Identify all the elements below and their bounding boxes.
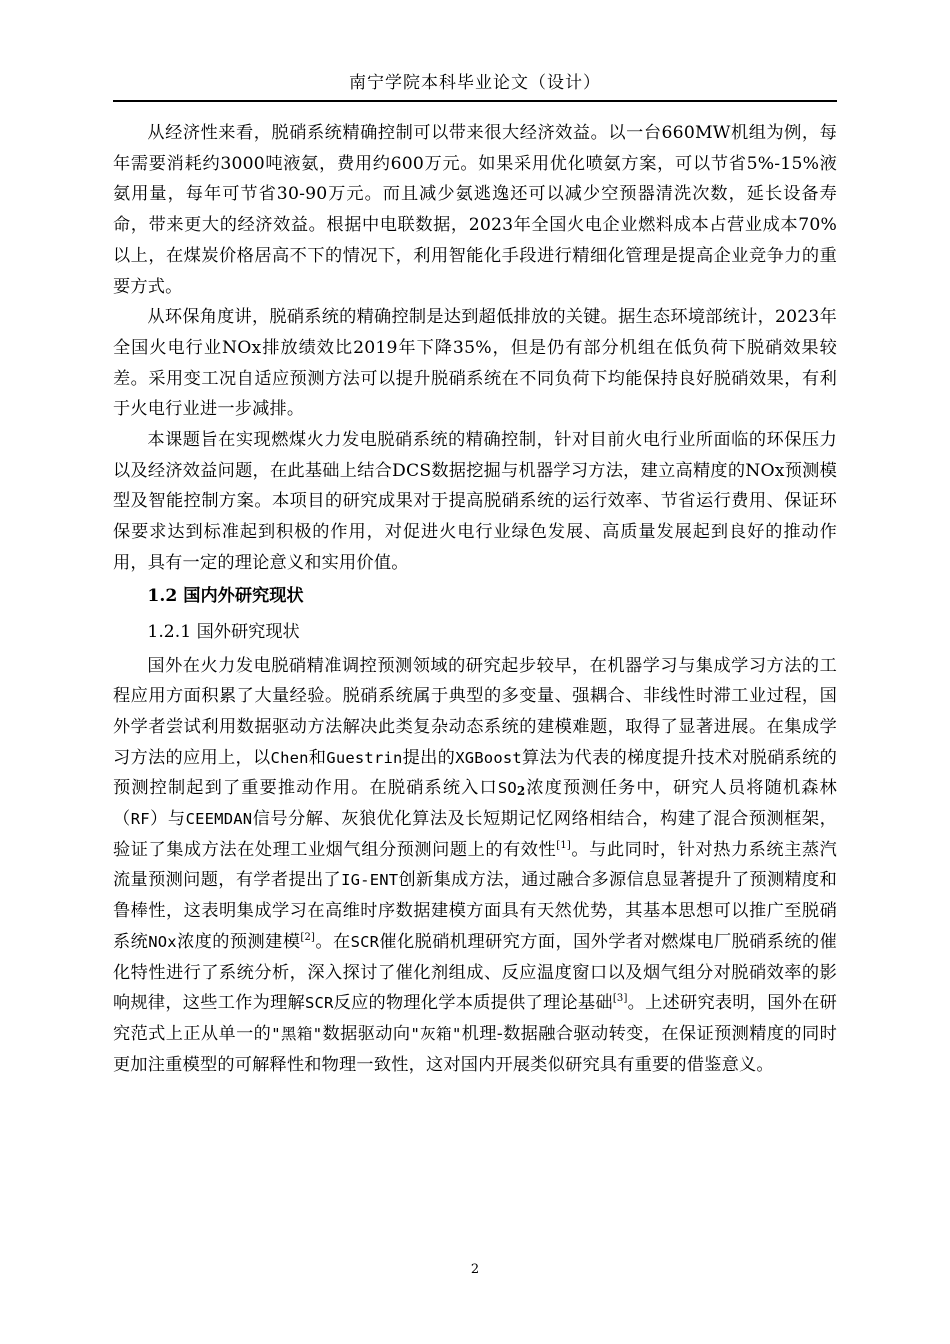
paragraph-economic-benefit: 从经济性来看，脱硝系统精确控制可以带来很大经济效益。以一台660MW机组为例，每年需要消耗约3000吨液氨，费用约600万元。如果采用优化喷氨方案，可以节省5%-15%液氨用量，每年可节省30-90万元。而且减少氨逃逸还可以减少空预器清洗次数，延长设备寿命，带来更大的经济效益。根据中电联数据，2023年全国火电企业燃料成本占营业成本70%以上，在煤炭价格居高不下的情况下，利用智能化手段进行精细化管理是提高企业竞争力的重要方式。 [113,123,837,297]
text-run: 国外在火力发电脱硝精准调控预测领域的研究起步较早，在机器学习与集成学习方法的工程应用方面积累了大量经验。脱硝系统属于典型的多变量、强耦合、非线性时滞工业过程，国外学者尝试利用数据驱动方法解决此类复杂动态系统的建模难题，取得了显著进展。在集成学习方法的应用上，以 [113,655,837,768]
text-run: 催化脱硝机理研究方面，国外学者对燃煤电厂脱硝系统的催化特性进行了系统分析，深入探讨了催化剂组成、反应温度窗口以及烟气组分对脱硝效率的影响规律，这些工作为理解 [113,931,838,1014]
term-ceemdan: CEEMDAN [185,810,253,829]
text-run: 浓度的预测建模 [176,931,301,952]
page-body [113,118,837,1080]
term-ig-ent: IG-ENT [341,871,399,890]
quoted-black-box: "黑箱" [271,1024,323,1043]
term-nox: NOx [148,932,177,951]
paragraph-foreign-research [113,651,837,1081]
page-number: 2 [470,1262,480,1277]
header-divider [113,100,837,102]
running-header: 南宁学院本科毕业论文（设计） [349,73,601,93]
subsection-heading: 1.2.1 国外研究现状 [147,622,300,643]
quoted-grey-box: "灰箱" [410,1024,462,1043]
term-guestrin: Guestrin [326,748,403,767]
text-run: 算法为代表的梯度提升技术对脱硝系统的预测控制起到了重要推动作用。在脱硝系统入口 [113,747,837,799]
term-scr: SCR [304,994,334,1013]
paragraph-environmental-benefit: 从环保角度讲，脱硝系统的精确控制是达到超低排放的关键。据生态环境部统计，2023年全国火电行业NOx排放绩效比2019年下降35%，但是仍有部分机组在低负荷下脱硝效果较差。采用变工况自适应预测方法可以提升脱硝系统在不同负荷下均能保持良好脱硝效果，有利于火电行业进一步减排。 [113,307,837,420]
text-run: 信号分解、灰狼优化算法及长短期记忆网络相结合，构建了混合预测框架，验证了集成方法在处理工业烟气组分预测问题上的有效性 [113,809,838,860]
text-run: 创新集成方法，通过融合多源信息显著提升了预测精度和鲁棒性，这表明集成学习在高维时序数据建模方面具有天然优势，其基本思想可以推广至脱硝系统 [113,870,837,952]
citation-2: [2] [300,931,316,943]
text-run: 。上述研究表明，国外在研究范式上正从单一的 [113,993,837,1044]
paragraph-research-purpose: 本课题旨在实现燃煤火力发电脱硝系统的精确控制，针对目前火电行业所面临的环保压力以及经济效益问题，在此基础上结合DCS数据挖掘与机器学习方法，建立高精度的NOx预测模型及智能控制方案。本项目的研究成果对于提高脱硝系统的运行效率、节省运行费用、保证环保要求达到标准起到积极的作用，对促进火电行业绿色发展、高质量发展起到良好的推动作用，具有一定的理论意义和实用价值。 [113,430,837,573]
term-chen: Chen [270,748,309,767]
text-run: 数据驱动向 [322,1023,411,1044]
text-run: 和 [308,747,327,768]
text-run: 提出的 [402,747,456,768]
text-run: 浓度预测任务中，研究人员将随机森林（ [113,778,837,830]
term-scr: SCR [350,932,380,951]
term-xgboost: XGBoost [455,748,522,767]
text-run: 反应的物理化学本质提供了理论基础 [333,993,613,1014]
term-rf: RF [130,810,150,829]
term-so2: SO [497,779,517,798]
subscript-2: 2 [516,784,526,799]
text-run: 机理-数据融合驱动转变，在保证预测精度的同时更加注重模型的可解释性和物理一致性，这对国内开展类似研究具有重要的借鉴意义。 [113,1023,837,1075]
text-run: ）与 [149,809,186,830]
text-run: 。与此同时，针对热力系统主蒸汽流量预测问题，有学者提出了 [113,839,837,891]
citation-3: [3] [612,993,628,1005]
text-run: 。在 [315,931,351,952]
citation-1: [1] [556,839,572,851]
section-heading: 1.2 国内外研究现状 [147,586,304,607]
